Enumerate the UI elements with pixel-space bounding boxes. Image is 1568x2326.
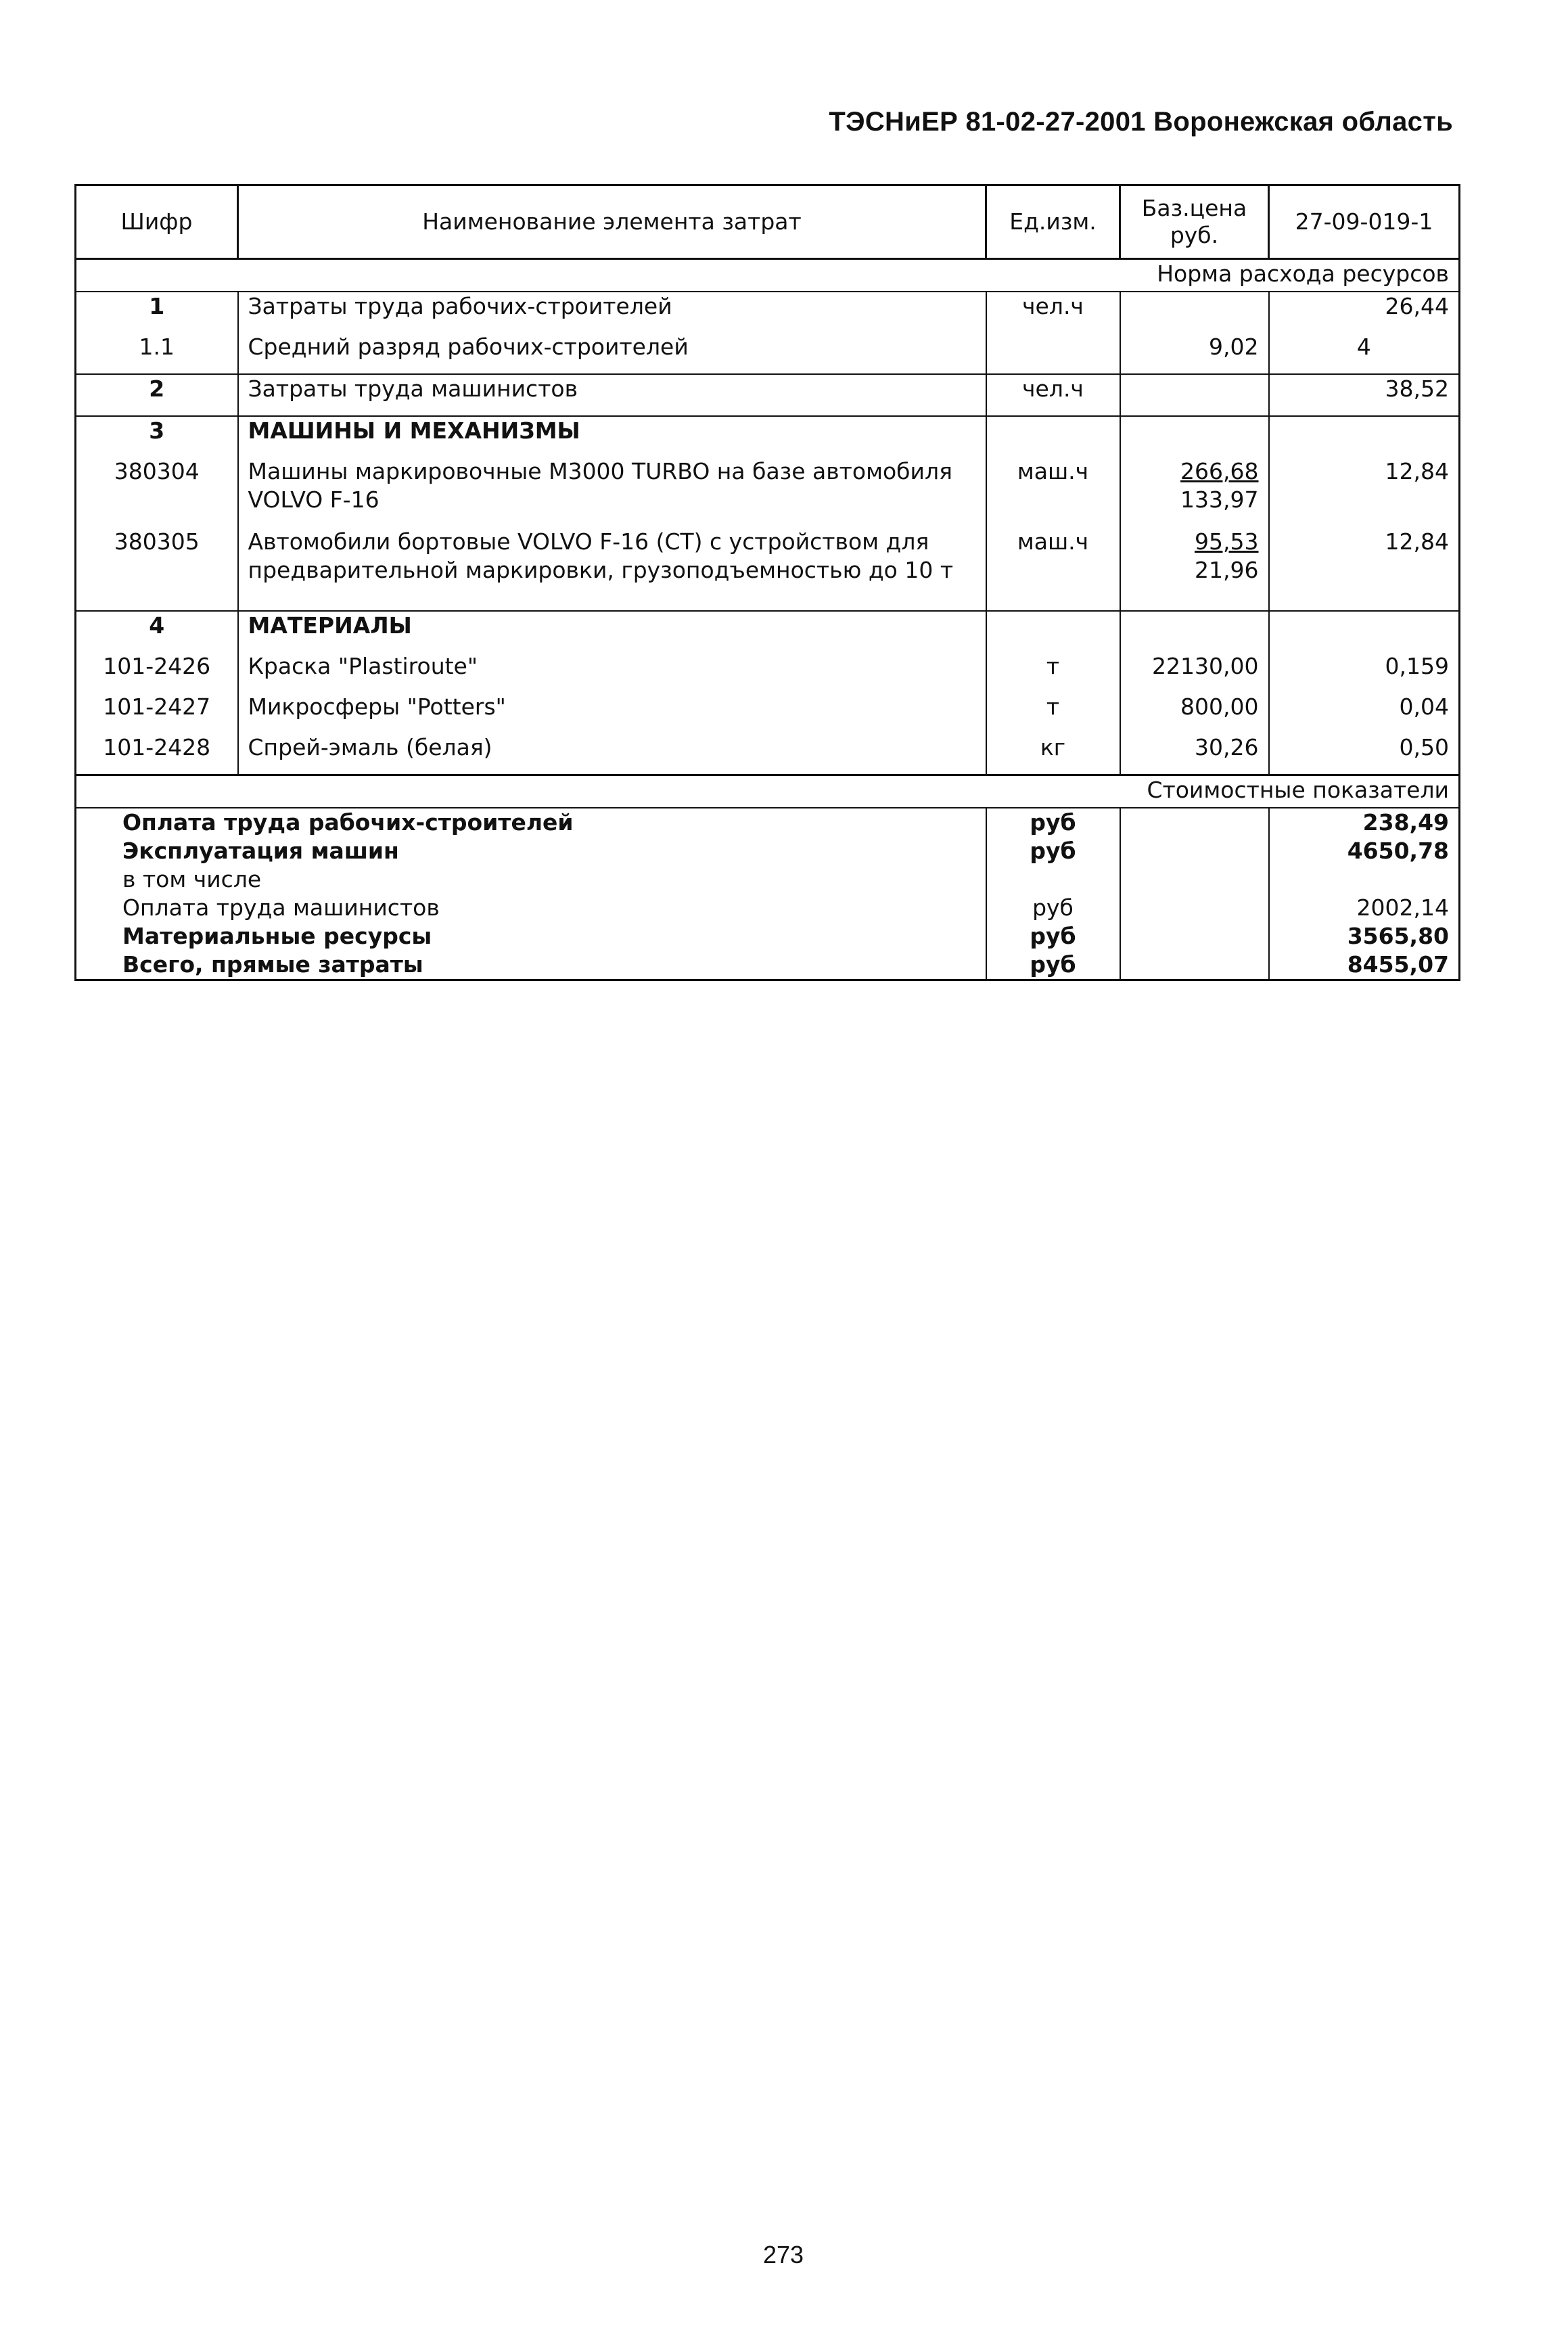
section-code: 4 [76, 611, 238, 652]
totals-label: Всего, прямые затраты [76, 951, 986, 980]
row-name: Микросферы "Potters" [238, 693, 986, 733]
section-title: МАШИНЫ И МЕХАНИЗМЫ [238, 416, 986, 457]
totals-row [76, 951, 1460, 980]
totals-label: Оплата труда машинистов [76, 894, 986, 922]
header-code: Шифр [76, 185, 238, 259]
totals-row [76, 894, 1460, 922]
row-price [1120, 528, 1269, 598]
section-row [76, 416, 1460, 457]
section-code: 3 [76, 416, 238, 457]
row-price [1120, 374, 1269, 416]
totals-row [76, 922, 1460, 951]
totals-unit: руб [986, 837, 1120, 865]
row-code: 101-2427 [76, 693, 238, 733]
section-title: МАТЕРИАЛЫ [238, 611, 986, 652]
row-unit: т [986, 693, 1120, 733]
row-price: 800,00 [1120, 693, 1269, 733]
row-name: Средний разряд рабочих-строителей [238, 333, 986, 374]
row-unit [986, 333, 1120, 374]
row-name: Автомобили бортовые VOLVO F-16 (CT) с устройством для предварительной маркировки, грузоподъемностью до 10 т [238, 528, 986, 598]
header-name: Наименование элемента затрат [238, 185, 986, 259]
row-norm: 26,44 [1269, 292, 1460, 333]
totals-value: 3565,80 [1269, 922, 1460, 951]
row-norm: 12,84 [1269, 528, 1460, 598]
section-costs-row [76, 775, 1460, 808]
totals-row [76, 837, 1460, 865]
totals-value: 238,49 [1269, 808, 1460, 837]
table-row [76, 333, 1460, 374]
table-row [76, 693, 1460, 733]
row-price: 30,26 [1120, 733, 1269, 775]
row-name: Краска "Plastiroute" [238, 652, 986, 693]
table-row [76, 652, 1460, 693]
totals-unit: руб [986, 922, 1120, 951]
row-price [1120, 457, 1269, 528]
totals-label: в том числе [76, 865, 986, 894]
totals-label: Материальные ресурсы [76, 922, 986, 951]
document-title: ТЭСНиЕР 81-02-27-2001 Воронежская область [829, 107, 1453, 137]
totals-value: 2002,14 [1269, 894, 1460, 922]
row-price-primary: 266,68 [1180, 458, 1259, 484]
totals-row [76, 808, 1460, 837]
cost-table [74, 184, 1460, 981]
header-price-line1: Баз.цена [1141, 195, 1247, 221]
table-row [76, 292, 1460, 333]
row-unit: кг [986, 733, 1120, 775]
header-price-line2: руб. [1170, 222, 1219, 248]
row-code: 1.1 [76, 333, 238, 374]
row-name: Затраты труда рабочих-строителей [238, 292, 986, 333]
row-name: Спрей-эмаль (белая) [238, 733, 986, 775]
totals-label: Оплата труда рабочих-строителей [76, 808, 986, 837]
row-unit: чел.ч [986, 292, 1120, 333]
row-code: 1 [76, 292, 238, 333]
row-name: Затраты труда машинистов [238, 374, 986, 416]
totals-label: Эксплуатация машин [76, 837, 986, 865]
header-price [1120, 185, 1269, 259]
section-resources-row [76, 259, 1460, 292]
row-norm: 12,84 [1269, 457, 1460, 528]
row-price: 9,02 [1120, 333, 1269, 374]
row-unit: т [986, 652, 1120, 693]
row-code: 380305 [76, 528, 238, 598]
row-name: Машины маркировочные M3000 TURBO на базе автомобиля VOLVO F-16 [238, 457, 986, 528]
section-costs-label: Стоимостные показатели [76, 775, 1460, 808]
row-norm: 38,52 [1269, 374, 1460, 416]
row-price: 22130,00 [1120, 652, 1269, 693]
row-code: 380304 [76, 457, 238, 528]
totals-unit: руб [986, 894, 1120, 922]
row-norm: 0,04 [1269, 693, 1460, 733]
row-unit: чел.ч [986, 374, 1120, 416]
totals-unit [986, 865, 1120, 894]
totals-value [1269, 865, 1460, 894]
table-row [76, 374, 1460, 416]
totals-unit: руб [986, 808, 1120, 837]
totals-value: 8455,07 [1269, 951, 1460, 980]
page-number: 273 [763, 2241, 804, 2268]
header-unit: Ед.изм. [986, 185, 1120, 259]
row-price-secondary: 133,97 [1180, 486, 1259, 513]
row-norm: 0,50 [1269, 733, 1460, 775]
section-row [76, 611, 1460, 652]
row-price [1120, 292, 1269, 333]
row-unit: маш.ч [986, 528, 1120, 598]
table-row [76, 528, 1460, 598]
table-row [76, 457, 1460, 528]
section-resources-label: Норма расхода ресурсов [76, 259, 1460, 292]
totals-unit: руб [986, 951, 1120, 980]
row-price-secondary: 21,96 [1195, 557, 1259, 583]
header-norm: 27-09-019-1 [1269, 185, 1460, 259]
row-unit: маш.ч [986, 457, 1120, 528]
row-norm: 0,159 [1269, 652, 1460, 693]
row-code: 101-2426 [76, 652, 238, 693]
row-code: 2 [76, 374, 238, 416]
totals-row [76, 865, 1460, 894]
table-row [76, 733, 1460, 775]
table-header-row [76, 185, 1460, 259]
row-code: 101-2428 [76, 733, 238, 775]
totals-value: 4650,78 [1269, 837, 1460, 865]
row-price-primary: 95,53 [1195, 528, 1259, 555]
row-norm: 4 [1269, 333, 1460, 374]
